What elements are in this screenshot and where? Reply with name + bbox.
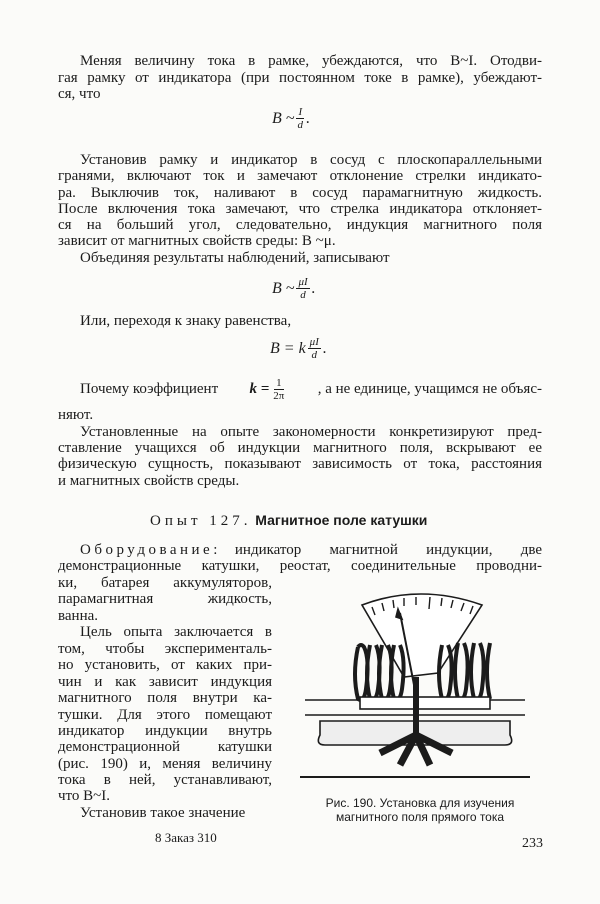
- text-line: парамагнитная жидкость,: [58, 591, 272, 607]
- text-line: демонстрационные катушки, реостат, соединительные проводни-: [58, 558, 542, 574]
- text-line: ки, батарея аккумуляторов,: [58, 575, 272, 591]
- figure-caption-line: магнитного поля прямого тока: [335, 810, 505, 824]
- text-line: ставление учащихся об индукции магнитного поля, вскрывают ее: [58, 440, 542, 456]
- printer-signature: 8 Заказ 310: [155, 830, 217, 845]
- text-line: но установить, от каких при-: [58, 657, 272, 673]
- text-line: зависит от магнитных свойств среды: B ~μ.: [58, 233, 336, 249]
- text-line: магнитного поля внутри ка-: [58, 690, 272, 706]
- text-line: индикатор индукции внутрь: [58, 723, 272, 739]
- text-line: и магнитных свойств среды.: [58, 473, 240, 489]
- text-line: ра. Выключив ток, наливают в сосуд парамагнитную жидкость.: [58, 185, 542, 201]
- text-line: няют.: [58, 407, 94, 423]
- formula-b-equals-k-mu-i-over-d: B = k $\frac{\mu I}{d}$ .: [270, 336, 327, 361]
- text-line: Объединяя результаты наблюдений, записывают: [80, 250, 390, 266]
- text-line: Меняя величину тока в рамке, убеждаются, что B~I. Отодви-: [80, 53, 542, 69]
- figure-coil-indicator-apparatus: [300, 585, 540, 790]
- text-line: ся на больший угол, следовательно, индукция магнитного поля: [58, 217, 542, 233]
- text-line-equipment: Оборудование: индикатор магнитной индукции, две: [80, 542, 542, 558]
- text-line: Установленные на опыте закономерности конкретизируют пред-: [80, 424, 542, 440]
- text-line: ся, что: [58, 86, 101, 102]
- formula-b-proportional-mu-i-over-d: B ~ $\frac{\mu I}{d}$ .: [272, 276, 316, 301]
- text-line: Или, переходя к знаку равенства,: [80, 313, 292, 329]
- text-line: Установив рамку и индикатор в сосуд с плоскопараллельными: [80, 152, 542, 168]
- section-heading: Опыт 127. Магнитное поле катушки: [150, 512, 428, 529]
- text-line: тока в ней, устанавливают,: [58, 772, 272, 788]
- text-line: тушки. Для этого помещают: [58, 707, 272, 723]
- page-number: 233: [522, 836, 543, 851]
- text-line: что B~I.: [58, 788, 111, 804]
- text-line: Цель опыта заключается в: [80, 624, 272, 640]
- text-line: чин и как зависит индукция: [58, 674, 272, 690]
- text-line: демонстрационной катушки: [58, 739, 272, 755]
- text-line: том, чтобы эксперименталь-: [58, 641, 272, 657]
- text-line: После включения тока замечают, что стрелка индикатора отклоняет-: [58, 201, 542, 217]
- text-line: гранями, включают ток и замечают отклонение стрелки индикато-: [58, 168, 542, 184]
- text-line-coefficient: Почему коэффициент k = $\frac{1}{2\pi}$ , а не единице, учащимся не объяс-: [80, 377, 542, 402]
- figure-caption-line: Рис. 190. Установка для изучения: [325, 796, 515, 810]
- text-line: (рис. 190) и, меняя величину: [58, 756, 272, 772]
- formula-b-proportional-i-over-d: B ~ $\frac{I}{d}$ .: [272, 106, 311, 131]
- text-line: Установив такое значение: [80, 805, 246, 821]
- text-line: гая рамку от индикатора (при постоянном токе в рамке), убеждают-: [58, 70, 542, 86]
- text-line: ванна.: [58, 608, 99, 624]
- text-line: физическую сущность, показывают зависимость от тока, расстояния: [58, 456, 542, 472]
